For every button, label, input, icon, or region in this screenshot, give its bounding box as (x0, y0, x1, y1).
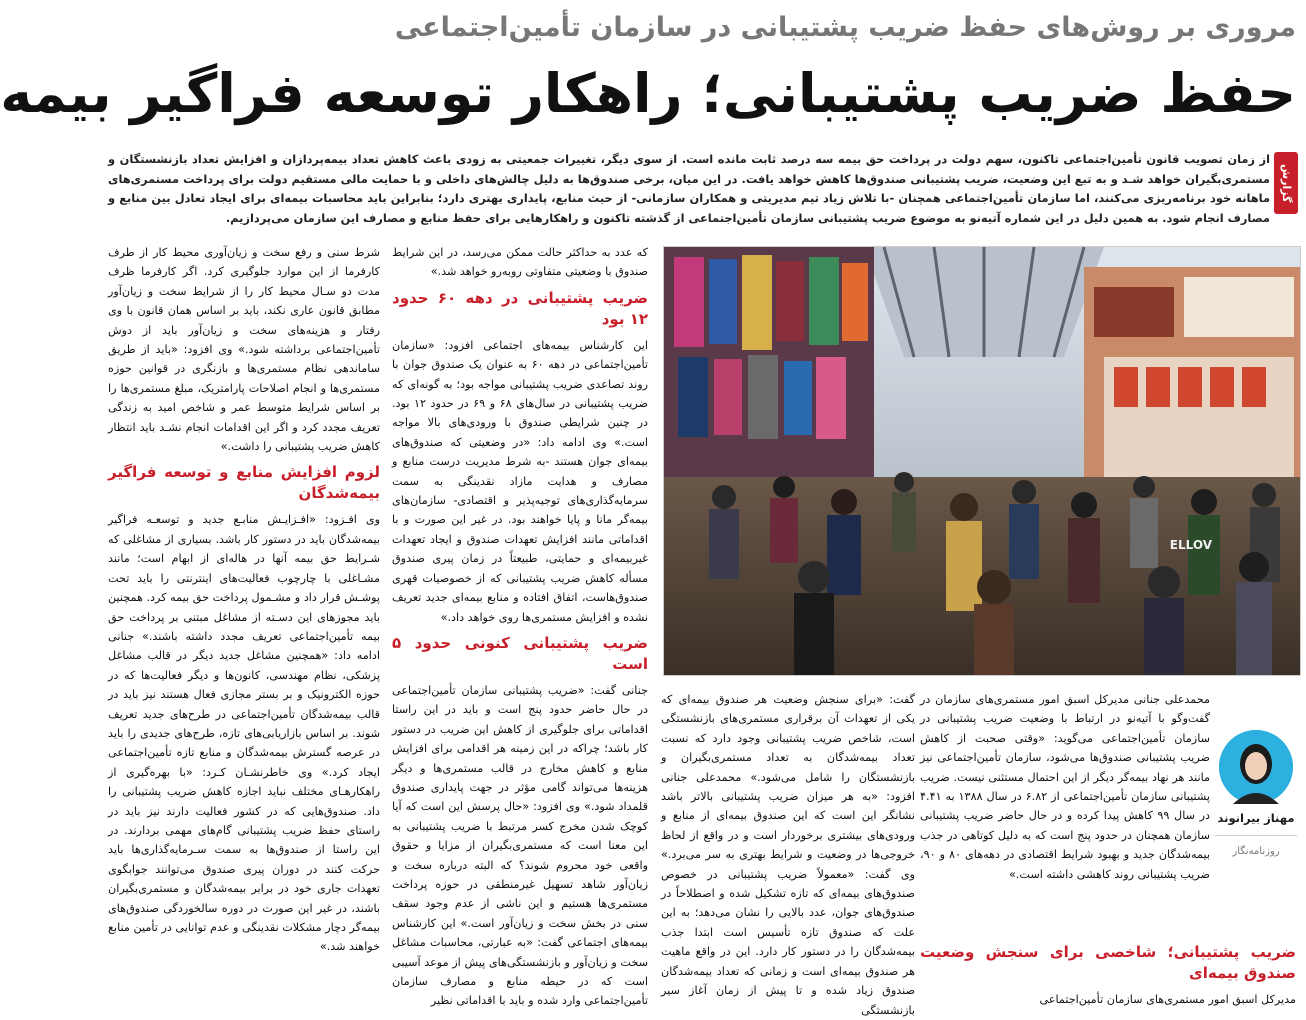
supertitle: مروری بر روش‌های حفظ ضریب پشتیبانی در سازمان تأمین‌اجتماعی (394, 12, 1296, 43)
column-middle (392, 243, 648, 1008)
subheading: ضریب پشتیبانی در دهه ۶۰ حدود ۱۲ بود (392, 288, 648, 328)
lead-paragraph (108, 150, 1270, 228)
subheading: ضریب پشتیبانی کنونی حدود ۵ است (392, 633, 648, 673)
paragraph: محمدعلی جنانی مدیرکل اسبق امور مستمری‌های سازمان در گفت‌وگو با آتیه‌نو در ارتباط با وضعیت ضریب پشتیبانی در سازمان تأمین‌اجتماعی می‌گوید: «وقتی صحبت از کاهش ضریب پشتیبانی صندوق‌ها می‌شود، سازمان تأمین‌اجتماعی نیز مانند هر نهاد بیمه‌گر دیگر از این احتمال مستثنی نیست. ضریب پشتیبانی سازمان تأمین‌اجتماعی از ۶.۸۲ در سال ۱۳۸۸ به ۴.۴۱ در سال ۹۹ کاهش پیدا کرده و در حال حاضر ضریب پشتیبانی سازمان همچنان در حدود پنج است که به دلیل کوتاهی در جذب بیمه‌شدگان جدید و بهبود شرایط اقتصادی در دهه‌های ۸۰ و ۹۰، ضریب پشتیبانی روند کاهشی داشته است.» (920, 693, 1210, 881)
avatar (1219, 730, 1293, 804)
photo-illustration (664, 247, 1300, 675)
paragraph: شرط سنی و رفع سخت و زیان‌آوری محیط کار از طرف کارفرما از این موارد جلوگیری کرد. اگر کارفرما ظرف مدت دو سـال محیط کار را از شرایط سخت و زیان‌آور مطابق قانون عاری نکند، باید بر اساس همان قانون با وی رفتار و هزینه‌های سخت و زیان‌آور باید از دوش تأمین‌اجتماعی برداشته شود.» وی افزود: «باید از طریق ساماندهی نظام مستمری‌ها و بازنگری در قوانین حوزه مستمری‌ها و انجام اصلاحات پارامتریک، مبلغ مستمری‌ها را بر اساس شرایط متوسط عمر و شاخص امید به زندگی تعریف مجدد کرد و اگر این اقدامات انجام نشـد باید انتظار کاهش ضریب پشتیبانی را داشت.» (108, 246, 380, 454)
column-right (920, 690, 1210, 930)
lead-text: از زمان تصویب قانون تأمین‌اجتماعی تاکنون، سهم دولت در پرداخت حق بیمه سه درصد ثابت مانده است. از سوی دیگر، تغییرات جمعیتی به زودی باعث کاهش تعداد بیمه‌پردازان و افزایش تعداد بازنشستگان و مستمری‌بگیران خواهد شـد و به تبع این وضعیت، ضریب پشتیبانی صندوق‌ها کاهش خواهد یافت. در این میان، برخی صندوق‌ها به دلیل چالش‌های داخلی و با حمایت مالی مستقیم دولت برای پرداخت مستمری‌های ماهانه خود برنامه‌ریزی می‌کنند، اما سازمان تأمین‌اجتماعی همچنان -با تلاش زیاد تیم مدیریتی و همکاران سازمانی- از حیث منابع، پایداری بهتری دارد؛ بنابراین باید محاسبات بیمه‌ای برای ایجاد تعادل بین منابع و مصارف انجام شود. به همین دلیل در این شماره آتیه‌نو به موضوع ضریب پشتیبانی سازمان تأمین‌اجتماعی از گذشته تاکنون و راهکارهایی برای حفظ منابع و مصارف این سازمان می‌پردازیم. (108, 152, 1270, 225)
paragraph: وی افـزود: «افـزایـش منابـع جدید و توسعـه فراگیر بیمه‌شدگان باید در دستور کار باشد. بسیاری از مشاغلی که شـرایط حق بیمه آنها در هاله‌ای از ابهام است؛ مانند مشـاغلی با چارچوب فعالیت‌های اینترنتی را باید تحت پوشـش قرار داد و مشـمول پرداخت حق بیمه کرد. همچنین باید مجوزهای این دسـته از مشاغل مبتنی بر پرداخت حق بیمه تأمین‌اجتماعی تعریف مجدد داشته باشند.» جنانی ادامه داد: «همچنین مشاغل جدید دیگر در قالب مشاغل پزشکی، نظام مهندسی، کانون‌ها و دیگر فعالیت‌ها که در حوزه الکترونیک و بر بستر مجازی فعال هستند نیز باید در قالب بیمه‌شدگان تأمین‌اجتماعی در طرح‌های جدید تعریف شوند. بر اساس بازاریابی‌های تازه، طرح‌های جدیدی را باید در عرصه گسترش بیمه‌شدگان و منابع تازه تأمین‌اجتماعی ایجاد کرد.» وی خاطرنشـان کـرد: «با بهره‌گیری از راهکارهـای مختلف نباید اجازه کاهش ضریب پشتیبانی را داد. صندوق‌هایی که در کشور فعالیت دارند نیز باید در راستای حفظ ضریب پشتیبانی گام‌های مهمی بردارند. در این راستا از صندوق‌ها به سمت سـرمایه‌گذاری‌ها باید حرکت کنند در دوران پیری صندوق می‌توانند جوابگوی تعهدات جاری خود در برابر بیمه‌شدگان و مستمری‌بگیران باشند، در غیر این صورت در دوره سالخوردگی صندوق‌های بیمه‌گر دچار مشکلات نقدینگی و عدم توانایی در تأمین منابع خواهند شد.» (108, 513, 380, 954)
shirt-text: ELLOV (1169, 538, 1212, 552)
paragraph: مدیرکل اسبق امور مستمری‌های سازمان تأمین‌اجتماعی (1039, 993, 1296, 1006)
subheading: ضریب پشتیبانی؛ شاخصی برای سنجش وضعیت صندوق بیمه‌ای (920, 943, 1296, 982)
author-role: روزنامه‌نگار (1232, 846, 1280, 857)
column-left (108, 243, 380, 1008)
paragraph: جنانی گفت: «ضریب پشتیبانی سازمان تأمین‌اجتماعی در حال حاضر حدود پنج است و باید در این راستا اقداماتی برای جلوگیری از کاهش این ضریب در دستور کار باشد؛ چراکه در این زمینه هر اقدامی برای افزایش منابع و کاهش مخارج در قالب مستمری‌ها و دیگر هزینه‌ها می‌تواند گامی مؤثر در جهت پایداری صندوق قلمداد شود.» وی افزود: «حال پرسش این است که آیا کوچک شدن مخرج کسر مرتبط با ضریب پشتیبانی به این معنا است که مستمری‌بگیران از مزایا و حقوق واقعی خود محروم شوند؟ که البته درباره سخت و زیان‌آور شاهد تسهیل غیرمنطقی در حوزه پرداخت مستمری‌ها هستیم و این ناشی از عدم وجود سقف سنی در بخش سخت و زیان‌آور است.» این کارشناس بیمه‌های اجتماعی گفت: «به عبارتی، محاسبات مشاغل سخت و زیان‌آور و بازنشستگی‌های پیش از موعد آسیبی است که در حیطه منابع و مصارف سازمان تأمین‌اجتماعی وارد شده و باید با اقداماتی نظیر (392, 683, 648, 1008)
paragraph: که عدد به حداکثر حالت ممکن می‌رسد، در این شرایط صندوق با وضعیتی متفاوتی روبه‌رو خواهد شد.» (392, 246, 648, 279)
subheading: لزوم افزایش منابع و توسعه فراگیر بیمه‌شدگان (108, 463, 380, 503)
report-badge: گزارش (1274, 152, 1298, 214)
paragraph: گفت: «برای سنجش وضعیت هر صندوق بیمه‌ای که یکی از تعهدات آن برقراری مستمری‌های بازنشستگی است، شاخص ضریب پشتیبانی وجود دارد که نسبت تعداد بیمه‌شدگان به تعداد مستمری‌بگیران و بازنشستگان را شامل می‌شود.» محمدعلی جنانی افزود: «به هر میزان ضریب پشتیبانی بالاتر باشد نشانگر این است که این صندوق بیمه‌ای از منابع و ورودی‌های بیشتری برخوردار است و در واقع از لحاظ خروجی‌ها در وضعیت و شرایط بهتری به سر می‌برد.» وی گفت: «معمولاً ضریب پشتیبانی در خصوص صندوق‌های بیمه‌ای که تازه تشکیل شده و اصطلاحاً در صندوق‌های جوان، عدد بالایی را نشان می‌دهد؛ به این علت که صندوق تازه تأسیس است ابتدا جذب بیمه‌شدگان را در دستور کار دارد. این در واقع ماهیت هر صندوق بیمه‌ای است و زمانی که تعداد بیمه‌شدگان صندوق زیاد شده و تا پیش از زمان آغاز سیر بازنشستگی (661, 693, 915, 1017)
bazaar-photo (663, 246, 1301, 676)
paragraph: این کارشناس بیمه‌های اجتماعی افزود: «سازمان تأمین‌اجتماعی در دهه ۶۰ به عنوان یک صندوق جوان با روند تصاعدی ضریب پشتیبانی مواجه بود؛ به گونه‌ای که ضریب پشتیبانی در سال‌های ۶۸ و ۶۹ در حدود ۱۲ بود. در چنین شرایطی صندوق با ورودی‌های بالا مواجه است.» وی ادامه داد: «در وضعیتی که صندوق‌های بیمه‌ای جوان هستند -به شرط مدیریت درست منابع و مصارف و هدایت مازاد نقدینگی به سمت سرمایه‌گذاری‌های توجیه‌پذیر و اقتصادی- سازمان‌های بیمه‌گر مانا و پایا خواهند بود. در غیر این صورت و با اقداماتی مانند افزایش تعهدات صندوق و ایجاد تعهدات غیربیمه‌ای و حمایتی، طبیعتاً در زمان پیری صندوق مسأله کاهش ضریب پشتیبانی که از خصوصیات قهری صندوق‌هاست، اتفاق افتاده و منابع بیمه‌ای جدید تعریف نشده و افزایش مستمری‌ها روی خواهد داد.» (392, 338, 649, 624)
author-box (1215, 730, 1297, 860)
column-mid-right (661, 690, 915, 1017)
author-name: مهناز بیرانوند (1217, 811, 1295, 825)
headline: حفظ ضریب پشتیبانی؛ راهکار توسعه فراگیر بیمه (0, 62, 1296, 125)
author-portrait-icon (1219, 730, 1293, 804)
column-right-lower (920, 936, 1296, 1006)
